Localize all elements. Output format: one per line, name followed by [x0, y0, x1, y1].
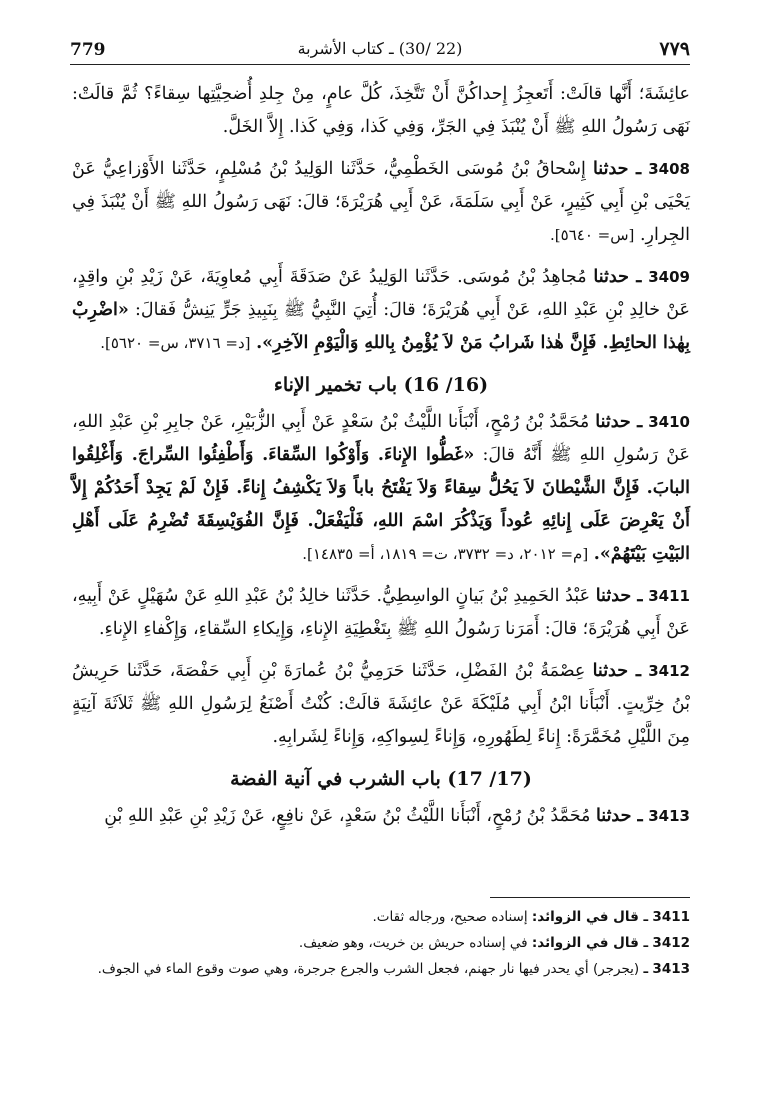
footnotes: [72, 906, 690, 984]
hadith-number: 3408: [648, 160, 690, 178]
hadith-3410: [72, 406, 690, 571]
hadith-number: 3409: [648, 268, 690, 286]
page-header: [70, 34, 690, 65]
running-title: (22 /30) ـ كتاب الأشربة: [297, 39, 463, 58]
page-number-arabic: ٧٧٩: [659, 38, 690, 60]
hadith-text: إِسْحاقُ بْنُ مُوسَى الخَطْمِيُّ، حَدَّثَنا الوَلِيدُ بْنُ مُسْلِمٍ، حَدَّثَنا الأَوْزاعِيُّ عَنْ يَحْيَى بْنِ أَبِي كَثِيرٍ، عَنْ أَبِي سَلَمَةَ، عَنْ أَبِي هُرَيْرَةَ؛ قالَ: نَهَى رَسُولُ اللهِ ﷺ أَنْ يُنْبَذَ فِي الجِرارِ.: [72, 159, 690, 245]
hadith-reference: [س= ٥٦٤٠].: [550, 226, 635, 244]
footnote-3413: [72, 958, 690, 981]
hadith-reference: [م= ٢٠١٢، د= ٣٧٣٢، ت= ١٨١٩، أ= ١٤٨٣٥].: [302, 545, 589, 563]
footnote-label: ـ قال في الزوائد:: [531, 909, 649, 925]
hadith-intro: ـ حدثنا: [595, 412, 643, 432]
main-text: [72, 78, 690, 842]
hadith-matn: «اضْرِبْ بِهٰذا الحائِطِ. فَإِنَّ هٰذا شَرابُ مَنْ لاَ يُؤْمِنُ بِاللهِ وَالْيَوْمِ الآخِرِ».: [72, 300, 690, 353]
footnote-text: في إسناده حريش بن خريت، وهو ضعيف.: [298, 935, 528, 951]
hadith-3409: [72, 261, 690, 360]
chapter-heading-16: (16/ 16) باب تخمير الإناء: [273, 374, 489, 396]
hadith-number: 3411: [648, 587, 690, 605]
footnote-text: (يجرجر) أي يحدر فيها نار جهنم، فجعل الشرب والجرع جرجرة، وهي صوت وقوع الماء في الجوف.: [97, 961, 640, 977]
hadith-intro: ـ حدثنا: [593, 267, 642, 287]
hadith-matn: «غَطُّوا الإِناءَ. وَأَوْكُوا السِّقاءَ. وَأَطْفِئُوا السِّراجَ. وَأَغْلِقُوا البابَ. فَإِنَّ الشَّيْطانَ لاَ يَحُلُّ سِقاءً وَلاَ يَفْتَحُ باباً وَلاَ يَكْشِفُ إِناءً. فَإِنْ لَمْ يَجِدْ أَحَدُكُمْ إِلاَّ أَنْ يَعْرِضَ عَلَى إِنائِهِ عُوداً وَيَذْكُرَ اسْمَ اللهِ، فَلْيَفْعَلْ. فَإِنَّ الفُوَيْسِقَةَ تُضْرِمُ عَلَى أَهْلِ البَيْتِ بَيْتَهُمْ».: [72, 445, 690, 564]
hadith-number: 3412: [648, 662, 690, 680]
footnote-3411: [72, 906, 690, 929]
footnote-label: ـ قال في الزوائد:: [531, 935, 649, 951]
hadith-3411: [72, 580, 690, 646]
footnote-label: ـ: [643, 961, 649, 977]
hadith-text: مُحَمَّدُ بْنُ رُمْحٍ، أَنْبَأَنا اللَّيْثُ بْنُ سَعْدٍ عَنْ أَبِي الزُّبَيْرِ، عَنْ جابِرِ بْنِ عَبْدِ اللهِ، عَنْ رَسُولِ اللهِ ﷺ أَنَّهُ قالَ:: [72, 412, 690, 465]
hadith-continuation: [72, 78, 690, 144]
hadith-text: مُحَمَّدُ بْنُ رُمْحٍ، أَنْبَأَنا اللَّيْثُ بْنُ سَعْدٍ، عَنْ نافِعٍ، عَنْ زَيْدِ بْنِ عَبْدِ اللهِ بْنِ: [104, 806, 591, 826]
hadith-intro: ـ حدثنا: [592, 159, 642, 179]
hadith-text: مُجاهِدُ بْنُ مُوسَى. حَدَّثَنا الوَلِيدُ عَنْ صَدَقَةَ أَبِي مُعاوِيَةَ، عَنْ زَيْدِ بْنِ واقِدٍ، عَنْ خالِدِ بْنِ عَبْدِ اللهِ، عَنْ أَبِي هُرَيْرَةَ؛ قالَ: أُتِيَ النَّبِيُّ ﷺ بِنَبِيذِ جَرٍّ يَنِشُّ فَقالَ:: [72, 267, 690, 320]
page-number-latin: 779: [70, 40, 106, 60]
chapter-heading-17: (17/ 17) باب الشرب في آنية الفضة: [230, 768, 532, 790]
footnote-number: 3412: [652, 935, 690, 951]
hadith-3408: [72, 153, 690, 252]
footnote-separator: [490, 897, 690, 898]
hadith-intro: ـ حدثنا: [595, 586, 643, 606]
hadith-number: 3413: [648, 807, 690, 825]
hadith-3413: [72, 800, 690, 833]
hadith-intro: ـ حدثنا: [592, 661, 641, 681]
hadith-text: عائِشَةَ؛ أَنَّها قالَتْ: أَتَعجِزُ إِحداكُنَّ أَنْ تَتَّخِذَ، كُلَّ عامٍ، مِنْ جِلدِ أُضحِيَّتِها سِقاءً؟ ثُمَّ قالَتْ: نَهَى رَسُولُ اللهِ ﷺ أَنْ يُنْبَذَ فِي الجَرِّ، وَفِي كَذا، وَفِي كَذا. إِلاَّ الخَلَّ.: [72, 84, 690, 137]
hadith-number: 3410: [648, 413, 690, 431]
hadith-text: عَبْدُ الحَمِيدِ بْنُ بَيانٍ الواسِطِيُّ. حَدَّثَنا خالِدُ بْنُ عَبْدِ اللهِ عَنْ سُهَيْلٍ عَنْ أَبِيهِ، عَنْ أَبِي هُرَيْرَةَ؛ قالَ: أَمَرَنا رَسُولُ اللهِ ﷺ بِتَغْطِيَةِ الإِناءِ، وَإِيكاءِ السِّقاءِ، وَإِكْفاءِ الإِناءِ.: [72, 586, 690, 639]
hadith-text: عِصْمَةُ بْنُ الفَضْلِ، حَدَّثَنا حَرَمِيُّ بْنُ عُمارَةَ بْنِ أَبِي حَفْصَةَ، حَدَّثَنا حَرِيشُ بْنُ خِرِّيتٍ. أَنْبَأَنا ابْنُ أَبِي مُلَيْكَةَ عَنْ عائِشَةَ قالَتْ: كُنْتُ أَصْنَعُ لِرَسُولِ اللهِ ﷺ ثَلاَثَةَ آنِيَةٍ مِنَ اللَّيْلِ مُخَمَّرَةً: إِناءً لِطَهُورِهِ، وَإِناءً لِسِواكِهِ، وَإِناءً لِشَرابِهِ.: [72, 661, 690, 747]
hadith-3412: [72, 655, 690, 754]
hadith-intro: ـ حدثنا: [595, 806, 643, 826]
footnote-3412: [72, 932, 690, 955]
footnote-number: 3413: [652, 961, 690, 977]
footnote-text: إسناده صحيح، ورجاله ثقات.: [372, 909, 528, 925]
footnote-number: 3411: [652, 909, 690, 925]
hadith-reference: [د= ٣٧١٦، س= ٥٦٢٠].: [100, 334, 251, 352]
